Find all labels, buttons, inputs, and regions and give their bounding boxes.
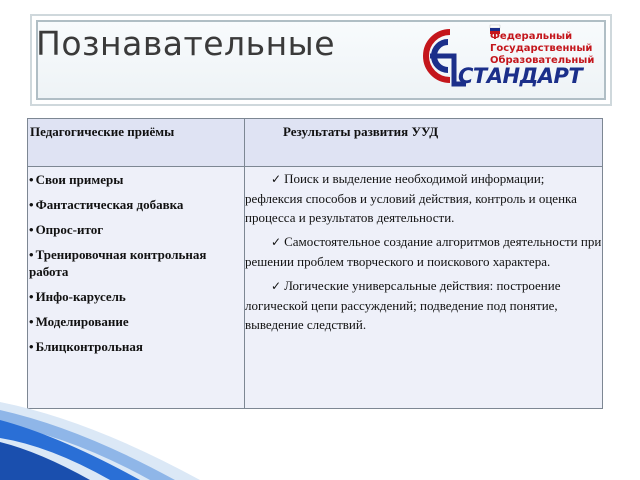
logo-line-standard: СТАНДАРТ (458, 64, 583, 88)
list-item: • Моделирование (29, 313, 243, 330)
logo-line-educational: Образовательный (490, 55, 595, 66)
results-cell (245, 167, 603, 409)
list-item: ✓ Поиск и выделение необходимой информации; рефлексия способов и условий действия, контроль и оценка процесса и результатов деятельности. (245, 169, 602, 227)
decorative-swoosh (0, 380, 200, 480)
list-item: • Тренировочная контрольная работа (29, 246, 243, 280)
list-item: • Фантастическая добавка (29, 196, 243, 213)
list-item: ✓ Логические универсальные действия: построение логической цепи рассуждений; подведение под понятие, выведение следствий. (245, 276, 602, 334)
column-header-techniques: Педагогические приёмы (28, 119, 245, 167)
techniques-list (28, 167, 244, 367)
list-item: ✓ Самостоятельное создание алгоритмов деятельности при решении проблем творческого и поискового характера. (245, 232, 602, 271)
list-item: • Инфо-карусель (29, 288, 243, 305)
results-list (245, 167, 602, 334)
table-header-row (28, 119, 603, 167)
logo-line-federal: Федеральный (490, 31, 573, 42)
page-title: Познавательные (36, 24, 336, 63)
list-item: • Блицконтрольная (29, 338, 243, 355)
techniques-cell (28, 167, 245, 409)
column-header-results: Результаты развития УУД (245, 119, 603, 167)
table-row (28, 167, 603, 409)
list-item: • Опрос-итог (29, 221, 243, 238)
techniques-results-table (27, 118, 603, 409)
logo-line-state: Государственный (490, 43, 593, 54)
list-item: • Свои примеры (29, 171, 243, 188)
